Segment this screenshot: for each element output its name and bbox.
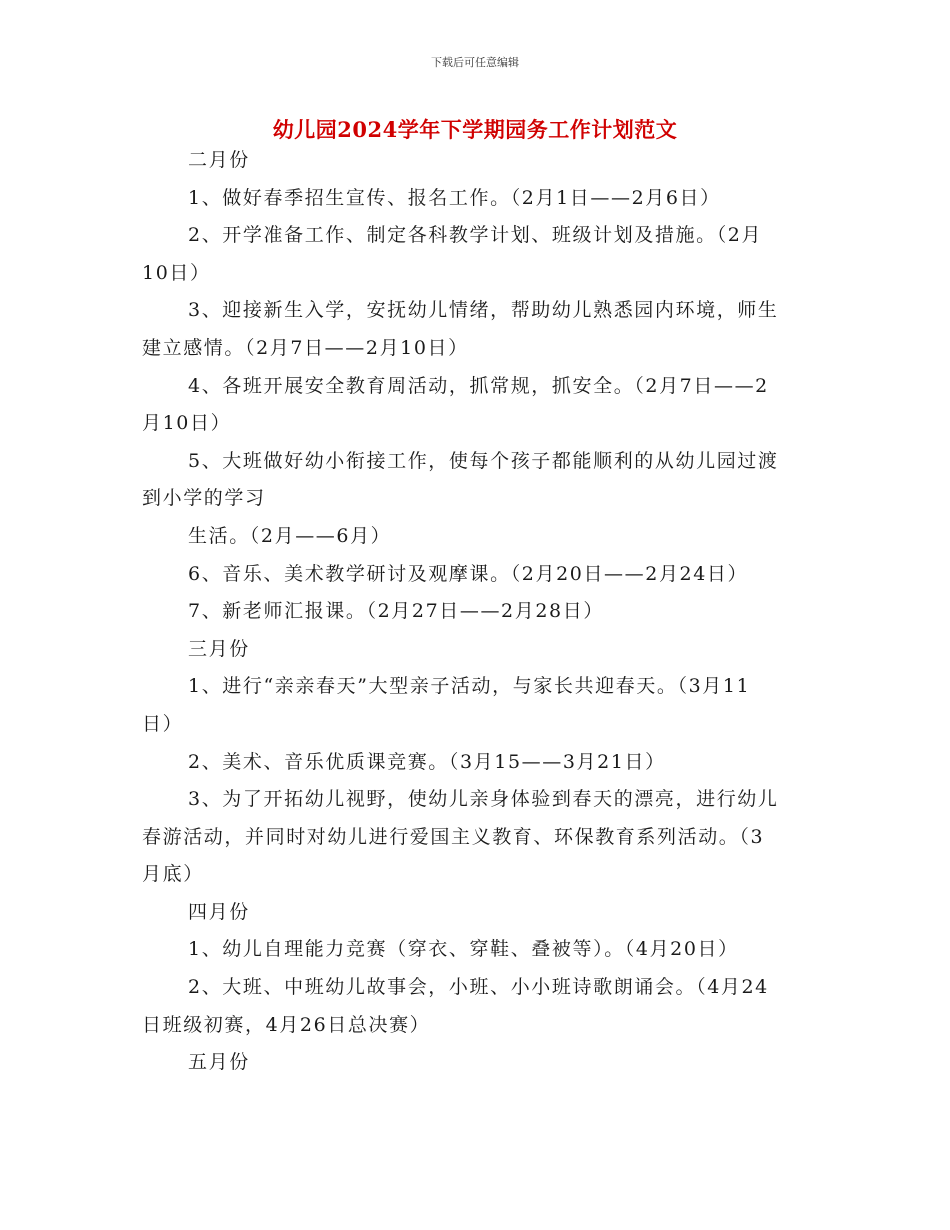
- paragraph-line: 到小学的学习: [142, 487, 266, 510]
- paragraph-line: 日班级初赛，4月26日总决赛）: [142, 1013, 431, 1036]
- paragraph-line: 7、新老师汇报课。（2月27日——2月28日）: [188, 600, 604, 623]
- section-heading-march: 三月份: [188, 637, 250, 660]
- paragraph-line: 月10日）: [142, 412, 232, 435]
- paragraph-line: 1、进行“亲亲春天”大型亲子活动，与家长共迎春天。（3月11: [188, 675, 751, 698]
- paragraph-line: 月底）: [142, 863, 204, 886]
- header-note: 下载后可任意编辑: [431, 56, 519, 69]
- section-heading-may: 五月份: [188, 1051, 250, 1074]
- paragraph-line: 1、做好春季招生宣传、报名工作。（2月1日——2月6日）: [188, 186, 721, 209]
- paragraph-line: 4、各班开展安全教育周活动，抓常规，抓安全。（2月7日——2: [188, 374, 769, 397]
- section-heading-february: 二月份: [188, 149, 250, 171]
- paragraph-line: 日）: [142, 712, 184, 735]
- paragraph-line: 10日）: [142, 261, 211, 284]
- paragraph-line: 3、迎接新生入学，安抚幼儿情绪，帮助幼儿熟悉园内环境，师生: [188, 299, 779, 322]
- paragraph-line: 生活。（2月——6月）: [188, 524, 392, 547]
- paragraph-line: 1、幼儿自理能力竞赛（穿衣、穿鞋、叠被等）。（4月20日）: [188, 938, 739, 961]
- paragraph-line: 建立感情。（2月7日——2月10日）: [142, 336, 469, 359]
- paragraph-line: 2、开学准备工作、制定各科教学计划、班级计划及措施。（2月: [188, 224, 763, 247]
- paragraph-line: 5、大班做好幼小衔接工作，使每个孩子都能顺利的从幼儿园过渡: [188, 449, 779, 472]
- document-body: [142, 142, 812, 1082]
- paragraph-line: 2、美术、音乐优质课竞赛。（3月15——3月21日）: [188, 750, 666, 773]
- paragraph-line: 6、音乐、美术教学研讨及观摩课。（2月20日——2月24日）: [188, 562, 749, 585]
- paragraph-line: 3、为了开拓幼儿视野，使幼儿亲身体验到春天的漂亮，进行幼儿: [188, 788, 779, 811]
- document-title: 幼儿园2024学年下学期园务工作计划范文: [272, 117, 678, 142]
- paragraph-line: 2、大班、中班幼儿故事会，小班、小小班诗歌朗诵会。（4月24: [188, 976, 769, 999]
- section-heading-april: 四月份: [188, 900, 250, 923]
- paragraph-line: 春游活动，并同时对幼儿进行爱国主义教育、环保教育系列活动。（3: [142, 825, 765, 848]
